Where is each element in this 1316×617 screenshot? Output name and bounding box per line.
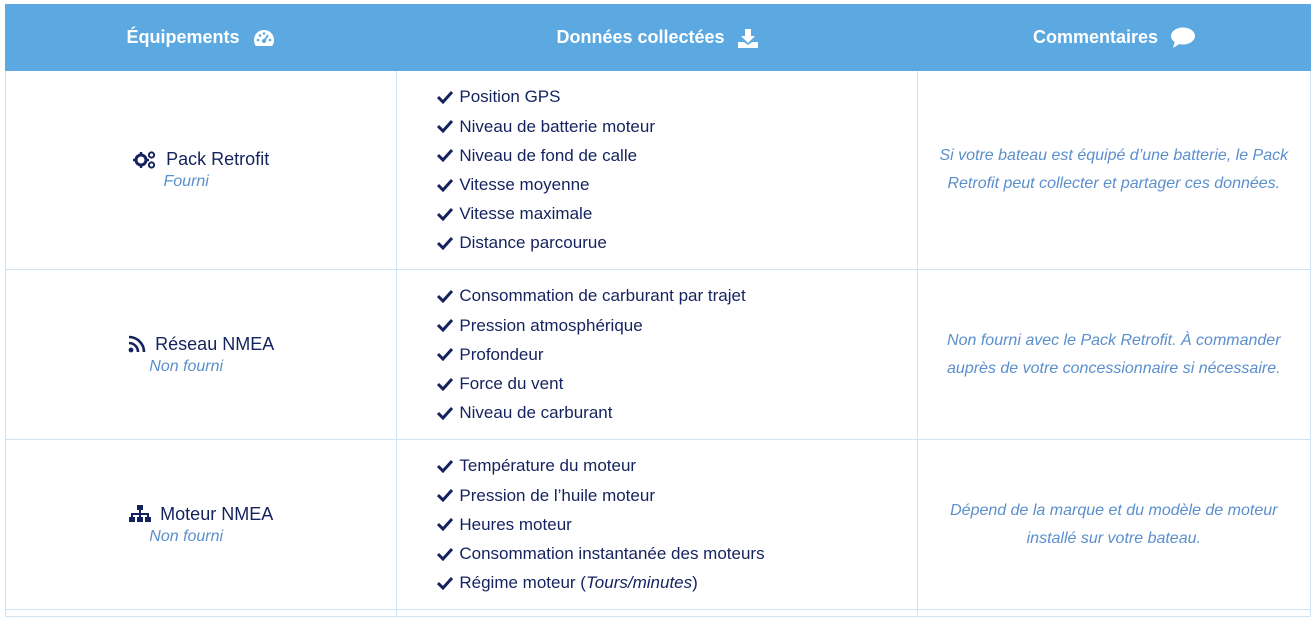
equipment-name: Pack Retrofit — [166, 149, 270, 169]
data-cell — [397, 71, 917, 269]
comment-text: Dépend de la marque et du modèle de moteur installé sur votre bateau. — [950, 501, 1278, 547]
list-item-label: Position GPS — [459, 87, 561, 107]
comment-cell — [918, 440, 1310, 609]
equipment-name: Moteur NMEA — [160, 503, 274, 524]
list-item — [437, 510, 764, 539]
equipment-table — [5, 4, 1311, 617]
equipment-cell — [6, 610, 397, 616]
equipment-cell — [6, 270, 397, 439]
list-item-label: Pression de l’huile moteur — [459, 485, 655, 505]
header-donnees — [397, 4, 918, 71]
list-item-label: Consommation instantanée des moteurs — [459, 544, 765, 564]
speech-bubble-icon — [1170, 27, 1196, 49]
list-item-label-suffix: ) — [692, 573, 698, 593]
list-item — [437, 398, 745, 427]
list-item — [437, 170, 655, 199]
check-icon — [437, 576, 453, 590]
list-item-label: Niveau de fond de calle — [459, 145, 638, 165]
equipment-status: Non fourni — [149, 527, 224, 545]
sitemap-icon — [129, 505, 151, 523]
check-icon — [437, 90, 453, 104]
table-row — [5, 71, 1311, 270]
equipment-name: Réseau NMEA — [155, 333, 275, 354]
check-icon — [437, 488, 453, 502]
list-item — [437, 141, 655, 170]
comment-text: Si votre bateau est équipé d’une batterie, le Pack Retrofit peut collecter et partager ces données. — [939, 147, 1289, 192]
rss-feed-icon — [128, 335, 146, 353]
list-item — [437, 228, 655, 257]
data-list — [437, 281, 745, 427]
gears-icon — [133, 150, 157, 170]
list-item — [437, 340, 745, 369]
list-item-label: Distance parcourue — [459, 233, 607, 253]
table-row — [5, 270, 1311, 440]
check-icon — [437, 406, 453, 420]
list-item-label: Vitesse moyenne — [459, 175, 590, 194]
check-icon — [437, 377, 453, 391]
list-item-label: Pression atmosphérique — [459, 315, 643, 335]
header-donnees-label: Données collectées — [556, 27, 725, 47]
data-cell — [397, 270, 917, 439]
equipment-cell — [6, 71, 397, 269]
header-commentaires — [918, 4, 1311, 71]
list-item — [437, 568, 764, 597]
list-item — [437, 199, 655, 228]
check-icon — [437, 459, 453, 473]
list-item-label-prefix: Régime moteur ( — [459, 573, 586, 593]
list-item — [437, 112, 655, 141]
header-equipements-label: Équipements — [126, 27, 240, 47]
check-icon — [437, 119, 453, 133]
check-icon — [437, 289, 453, 303]
header-equipements — [5, 4, 397, 71]
check-icon — [437, 547, 453, 561]
table-row — [5, 440, 1311, 610]
list-item-label-italic: Tours/minutes — [585, 573, 693, 593]
list-item — [437, 481, 764, 510]
list-item — [437, 82, 655, 111]
data-cell — [397, 440, 917, 609]
list-item-label: Force du vent — [459, 374, 564, 394]
list-item — [437, 451, 764, 480]
download-icon — [737, 28, 759, 48]
equipment-status: Non fourni — [149, 357, 224, 375]
check-icon — [437, 178, 453, 192]
list-item-label: Niveau de carburant — [459, 403, 613, 423]
list-item-label: Vitesse maximale — [459, 204, 593, 224]
list-item — [437, 281, 745, 310]
header-commentaires-label: Commentaires — [1032, 27, 1159, 47]
comment-cell — [918, 270, 1310, 439]
check-icon — [437, 236, 453, 250]
equipment-status: Fourni — [163, 173, 209, 190]
list-item-label: Consommation de carburant par trajet — [459, 286, 746, 306]
table-row — [5, 610, 1311, 617]
dashboard-gauge-icon — [252, 28, 276, 48]
list-item-label: Niveau de batterie moteur — [459, 116, 655, 136]
comment-text: Non fourni avec le Pack Retrofit. À commander auprès de votre concessionnaire si nécessaire. — [947, 331, 1281, 377]
list-item — [437, 369, 745, 398]
list-item-label — [459, 568, 697, 597]
data-list — [437, 82, 655, 257]
comment-cell — [918, 610, 1310, 616]
check-icon — [437, 517, 453, 531]
list-item — [437, 539, 764, 568]
check-icon — [437, 148, 453, 162]
table-header — [5, 4, 1311, 71]
list-item-label: Profondeur — [459, 344, 544, 364]
data-cell — [397, 610, 917, 616]
list-item-label: Température du moteur — [459, 456, 637, 476]
equipment-cell — [6, 440, 397, 609]
check-icon — [437, 318, 453, 332]
check-icon — [437, 207, 453, 221]
comment-cell — [918, 71, 1310, 269]
check-icon — [437, 347, 453, 361]
list-item-label: Heures moteur — [459, 514, 572, 534]
list-item — [437, 311, 745, 340]
data-list — [437, 451, 764, 597]
